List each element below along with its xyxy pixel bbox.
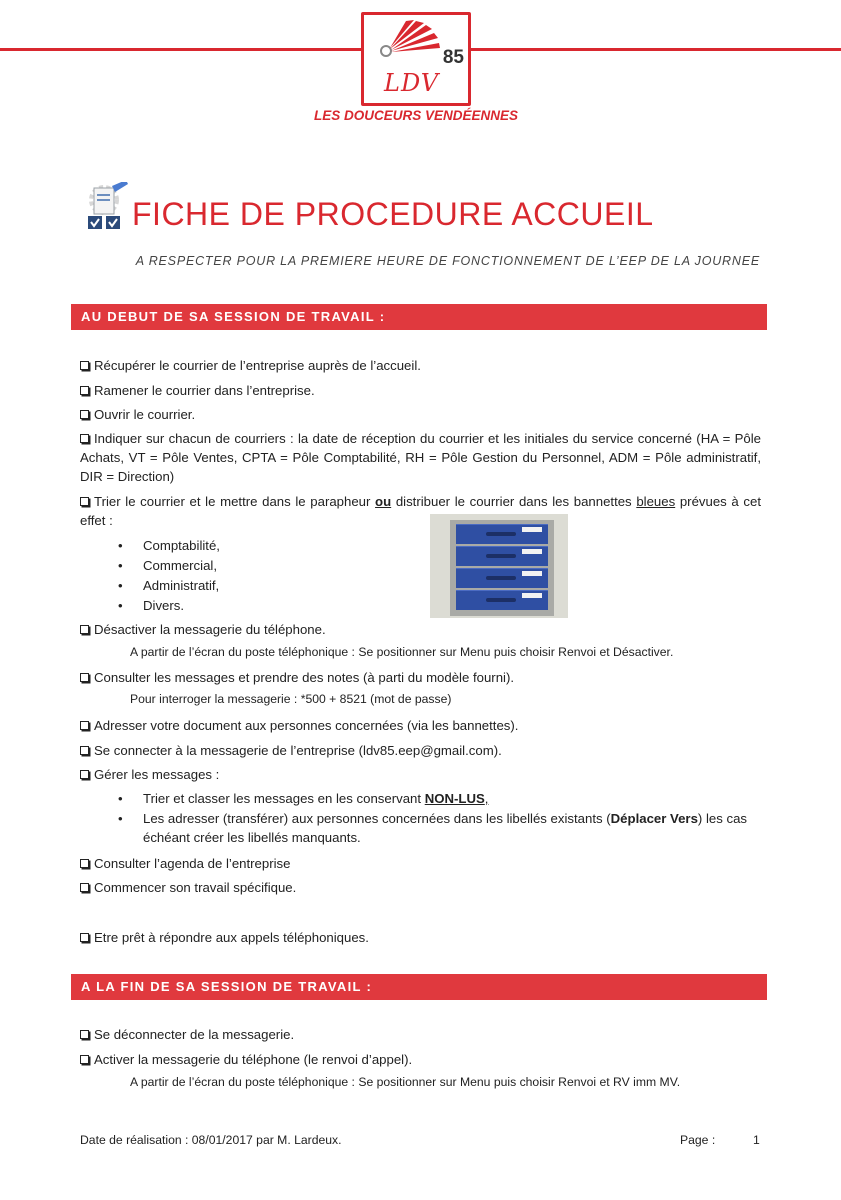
section-heading-start: AU DEBUT DE SA SESSION DE TRAVAIL : bbox=[71, 304, 767, 330]
list-item: Indiquer sur chacun de courriers : la date de réception du courrier et les initiales du service concerné (HA = Pôle Achats, VT = Pôle Ventes, CPTA = Pôle Comptabilité, RH = Pôle Gestion du Personnel, ADM = Pôle administratif, DIR = Direction) bbox=[80, 431, 761, 484]
list-item: Activer la messagerie du téléphone (le renvoi d’appel). bbox=[80, 1050, 761, 1069]
checklist-icon bbox=[82, 182, 132, 232]
checkbox-icon bbox=[80, 1030, 89, 1039]
list-item: Etre prêt à répondre aux appels téléphoniques. bbox=[80, 928, 761, 947]
list-item: Consulter l’agenda de l’entreprise bbox=[80, 854, 761, 873]
checkbox-icon bbox=[80, 859, 89, 868]
note-text: A partir de l’écran du poste téléphonique : Se positionner sur Menu puis choisir Renvoi et Désactiver. bbox=[130, 645, 674, 659]
logo-number: 85 bbox=[442, 47, 464, 68]
checkbox-icon bbox=[80, 673, 89, 682]
filing-cabinet-photo bbox=[430, 514, 568, 618]
checkbox-icon bbox=[80, 386, 89, 395]
checkbox-icon bbox=[80, 770, 89, 779]
checkbox-icon bbox=[80, 434, 89, 443]
checkbox-icon bbox=[80, 361, 89, 370]
note-text: Pour interroger la messagerie : *500 + 8521 (mot de passe) bbox=[130, 692, 452, 706]
list-item: Consulter les messages et prendre des notes (à parti du modèle fourni). bbox=[80, 668, 761, 687]
list-item: Se connecter à la messagerie de l’entreprise (ldv85.eep@gmail.com). bbox=[80, 741, 761, 760]
checkbox-icon bbox=[80, 1055, 89, 1064]
list-item: Désactiver la messagerie du téléphone. bbox=[80, 620, 761, 639]
checkbox-icon bbox=[80, 746, 89, 755]
list-item: Adresser votre document aux personnes concernées (via les bannettes). bbox=[80, 716, 761, 735]
checkbox-icon bbox=[80, 497, 89, 506]
list-item: Récupérer le courrier de l’entreprise auprès de l’accueil. bbox=[80, 356, 761, 375]
checkbox-icon bbox=[80, 883, 89, 892]
checkbox-icon bbox=[80, 721, 89, 730]
page-subtitle: A RESPECTER POUR LA PREMIERE HEURE DE FONCTIONNEMENT DE L’EEP DE LA JOURNEE bbox=[135, 254, 760, 268]
checkbox-icon bbox=[80, 625, 89, 634]
checkbox-icon bbox=[80, 933, 89, 942]
note-text: A partir de l’écran du poste téléphonique : Se positionner sur Menu puis choisir Renvoi et RV imm MV. bbox=[130, 1075, 681, 1089]
list-item: Trier le courrier et le mettre dans le parapheur ou distribuer le courrier dans les bannettes bleues prévues à cet effet : bbox=[80, 494, 761, 528]
section-heading-end: A LA FIN DE SA SESSION DE TRAVAIL : bbox=[71, 974, 767, 1000]
list-item: Se déconnecter de la messagerie. bbox=[80, 1025, 761, 1044]
list-item: Gérer les messages : bbox=[80, 765, 761, 784]
header-rule-left bbox=[0, 48, 362, 51]
list-item: Commencer son travail spécifique. bbox=[80, 878, 761, 897]
list-item: Ouvrir le courrier. bbox=[80, 405, 761, 424]
footer-date: Date de réalisation : 08/01/2017 par M. Lardeux. bbox=[80, 1133, 342, 1147]
checkbox-icon bbox=[80, 410, 89, 419]
page-title: FICHE DE PROCEDURE ACCUEIL bbox=[132, 196, 654, 232]
company-logo bbox=[361, 12, 471, 106]
list-item: Ramener le courrier dans l’entreprise. bbox=[80, 381, 761, 400]
footer-page-label: Page : bbox=[680, 1133, 716, 1147]
logo-text: LDV bbox=[384, 69, 440, 97]
header-rule-right bbox=[466, 48, 841, 51]
brand-name: LES DOUCEURS VENDÉENNES bbox=[313, 108, 519, 123]
footer-page-number: 1 bbox=[753, 1133, 760, 1147]
